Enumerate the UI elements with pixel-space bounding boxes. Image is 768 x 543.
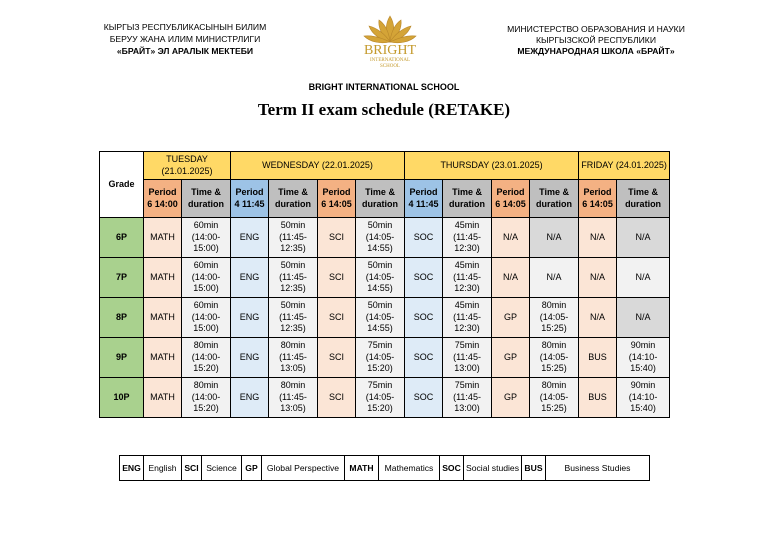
legend-code: SOC xyxy=(440,456,464,481)
time-cell: N/A xyxy=(617,258,670,298)
school-logo xyxy=(350,14,430,76)
time-cell: N/A xyxy=(530,258,579,298)
time-cell: 80min (11:45-13:05) xyxy=(269,338,318,378)
time-cell: 45min (11:45-12:30) xyxy=(443,218,492,258)
subject-cell: BUS xyxy=(579,378,617,418)
time-cell: 50min (14:05-14:55) xyxy=(356,258,405,298)
period-header: Period 6 14:05 xyxy=(492,180,530,218)
document-title: Term II exam schedule (RETAKE) xyxy=(257,100,511,119)
grade-cell: 6P xyxy=(100,218,144,258)
time-cell: 45min (11:45-12:30) xyxy=(443,258,492,298)
time-cell: 75min (11:45-13:00) xyxy=(443,378,492,418)
grade-cell: 7P xyxy=(100,258,144,298)
subject-cell: MATH xyxy=(144,378,182,418)
subject-cell: SOC xyxy=(405,258,443,298)
time-cell: 80min (11:45-13:05) xyxy=(269,378,318,418)
time-header: Time & duration xyxy=(617,180,670,218)
subject-cell: SCI xyxy=(318,298,356,338)
subject-cell: BUS xyxy=(579,338,617,378)
subject-cell: N/A xyxy=(579,298,617,338)
time-cell: 50min (14:05-14:55) xyxy=(356,218,405,258)
grade-header: Grade xyxy=(100,152,144,218)
subject-cell: GP xyxy=(492,298,530,338)
subject-cell: GP xyxy=(492,378,530,418)
period-header: Period 6 14:00 xyxy=(144,180,182,218)
subject-cell: SOC xyxy=(405,298,443,338)
header-left-line-1: КЫРГЫЗ РЕСПУБЛИКАСЫНЫН БИЛИМ xyxy=(103,22,267,32)
exam-schedule-table xyxy=(99,151,670,418)
time-cell: 90min (14:10-15:40) xyxy=(617,378,670,418)
legend-code: BUS xyxy=(522,456,546,481)
legend-code: SCI xyxy=(182,456,202,481)
day-header-thursday: THURSDAY (23.01.2025) xyxy=(405,152,579,180)
grade-cell: 10P xyxy=(100,378,144,418)
legend-name: Science xyxy=(202,456,242,481)
subject-cell: ENG xyxy=(231,378,269,418)
time-cell: 50min (11:45-12:35) xyxy=(269,298,318,338)
time-header: Time & duration xyxy=(269,180,318,218)
subject-cell: ENG xyxy=(231,338,269,378)
subject-cell: MATH xyxy=(144,258,182,298)
time-header: Time & duration xyxy=(530,180,579,218)
time-cell: 90min (14:10-15:40) xyxy=(617,338,670,378)
legend-name: Mathematics xyxy=(379,456,440,481)
school-name: BRIGHT INTERNATIONAL SCHOOL xyxy=(308,82,460,92)
subject-cell: SCI xyxy=(318,378,356,418)
period-header: Period 4 11:45 xyxy=(405,180,443,218)
time-cell: 45min (11:45-12:30) xyxy=(443,298,492,338)
subject-cell: SOC xyxy=(405,218,443,258)
header-right-line-2: КЫРГЫЗСКОЙ РЕСПУБЛИКИ xyxy=(535,35,656,45)
time-cell: 60min (14:00-15:00) xyxy=(182,258,231,298)
day-header-friday: FRIDAY (24.01.2025) xyxy=(579,152,670,180)
subject-cell: GP xyxy=(492,338,530,378)
time-cell: 50min (14:05-14:55) xyxy=(356,298,405,338)
subject-cell: N/A xyxy=(492,218,530,258)
legend-code: MATH xyxy=(345,456,379,481)
day-header-tuesday: TUESDAY (21.01.2025) xyxy=(144,152,231,180)
header-right-line-3: МЕЖДУНАРОДНАЯ ШКОЛА «БРАЙТ» xyxy=(517,46,675,56)
legend-name: Business Studies xyxy=(546,456,650,481)
subject-cell: N/A xyxy=(579,218,617,258)
time-cell: N/A xyxy=(617,218,670,258)
period-header: Period 6 14:05 xyxy=(579,180,617,218)
subject-cell: MATH xyxy=(144,298,182,338)
time-cell: 60min (14:00-15:00) xyxy=(182,218,231,258)
subject-cell: SCI xyxy=(318,218,356,258)
table-row xyxy=(100,338,670,378)
table-row xyxy=(100,218,670,258)
time-header: Time & duration xyxy=(182,180,231,218)
table-row xyxy=(100,298,670,338)
subject-cell: ENG xyxy=(231,258,269,298)
legend-name: Global Perspective xyxy=(262,456,345,481)
time-header: Time & duration xyxy=(356,180,405,218)
legend-code: ENG xyxy=(120,456,144,481)
table-row xyxy=(100,378,670,418)
ministry-header-russian xyxy=(500,24,692,57)
logo-subtitle: INTERNATIONAL SCHOOL xyxy=(370,58,410,69)
time-cell: 80min (14:05-15:25) xyxy=(530,338,579,378)
time-cell: 50min (11:45-12:35) xyxy=(269,258,318,298)
time-cell: 80min (14:05-15:25) xyxy=(530,298,579,338)
subject-cell: SCI xyxy=(318,258,356,298)
legend-code: GP xyxy=(242,456,262,481)
time-cell: 75min (14:05-15:20) xyxy=(356,378,405,418)
time-cell: 80min (14:05-15:25) xyxy=(530,378,579,418)
subject-cell: N/A xyxy=(492,258,530,298)
subject-cell: SOC xyxy=(405,378,443,418)
period-header: Period 6 14:05 xyxy=(318,180,356,218)
ministry-header-kyrgyz xyxy=(100,21,270,57)
time-cell: 80min (14:00-15:20) xyxy=(182,338,231,378)
subject-cell: MATH xyxy=(144,338,182,378)
header-left-line-2: БЕРУУ ЖАНА ИЛИМ МИНИСТРЛИГИ xyxy=(109,34,261,44)
time-cell: 75min (11:45-13:00) xyxy=(443,338,492,378)
header-left-line-3: «БРАЙТ» ЭЛ АРАЛЫК МЕКТЕБИ xyxy=(116,46,254,56)
time-header: Time & duration xyxy=(443,180,492,218)
table-row xyxy=(100,258,670,298)
period-header: Period 4 11:45 xyxy=(231,180,269,218)
time-cell: N/A xyxy=(530,218,579,258)
logo-wordmark: BRIGHT xyxy=(363,43,417,58)
grade-cell: 9P xyxy=(100,338,144,378)
legend-row xyxy=(120,456,650,481)
subject-legend-table xyxy=(119,455,650,481)
time-cell: 50min (11:45-12:35) xyxy=(269,218,318,258)
grade-cell: 8P xyxy=(100,298,144,338)
time-cell: N/A xyxy=(617,298,670,338)
time-cell: 60min (14:00-15:00) xyxy=(182,298,231,338)
header-right-line-1: МИНИСТЕРСТВО ОБРАЗОВАНИЯ И НАУКИ xyxy=(507,24,685,34)
subject-cell: SCI xyxy=(318,338,356,378)
subject-cell: ENG xyxy=(231,218,269,258)
legend-name: Social studies xyxy=(464,456,522,481)
legend-name: English xyxy=(144,456,182,481)
day-header-wednesday: WEDNESDAY (22.01.2025) xyxy=(231,152,405,180)
subject-cell: N/A xyxy=(579,258,617,298)
time-cell: 75min (14:05-15:20) xyxy=(356,338,405,378)
subject-cell: MATH xyxy=(144,218,182,258)
lotus-icon xyxy=(350,14,430,46)
subject-cell: ENG xyxy=(231,298,269,338)
subject-cell: SOC xyxy=(405,338,443,378)
time-cell: 80min (14:00-15:20) xyxy=(182,378,231,418)
